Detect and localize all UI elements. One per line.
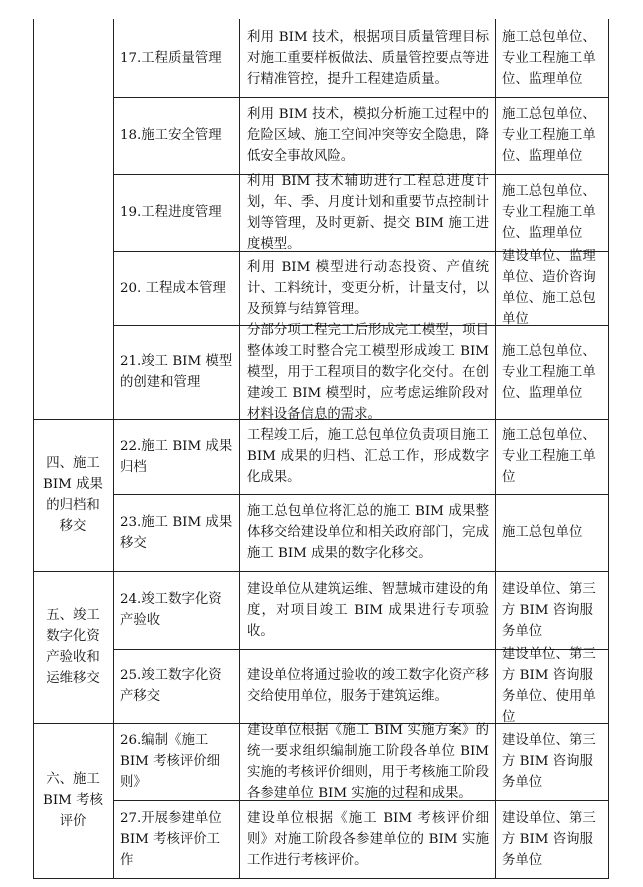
item-cell: [113, 97, 239, 174]
item-cell: [113, 419, 239, 494]
cell-text: 26.编制《施工 BIM 考核评价细则》: [120, 733, 221, 790]
cell-text: 19.工程进度管理: [120, 205, 222, 220]
cell-text: 利用 BIM 技术，模拟分析施工过程中的危险区域、施工空间冲突等安全隐患，降低安全事故风险。: [247, 107, 489, 164]
responsible-cell: [495, 649, 608, 723]
cell-text: 建设单位从建筑运维、智慧城市建设的角度，对项目竣工 BIM 成果进行专项验收。: [247, 581, 489, 639]
cell-text: 25.竣工数字化资产移交: [120, 668, 222, 704]
cell-text: 建设单位、第三方 BIM 咨询服务单位: [502, 810, 596, 868]
cell-text: 建设单位、第三方 BIM 咨询服务单位: [502, 581, 596, 639]
table-border-right: [608, 19, 609, 879]
cell-text: 利用 BIM 技术辅助进行工程总进度计划，年、季、月度计划和重要节点控制计划等管理，及时更新、提交 BIM 施工进度模型。: [247, 173, 489, 252]
cell-text: 四、施工 BIM 成果的归档和移交: [43, 456, 103, 534]
item-cell: [113, 800, 239, 878]
item-cell: [113, 571, 239, 649]
cell-text: 22.施工 BIM 成果归档: [120, 438, 233, 475]
content-cell: [239, 97, 495, 174]
responsible-cell: [495, 19, 608, 97]
cell-text: 建设单位、第三方 BIM 咨询服务单位、使用单位: [502, 647, 596, 725]
cell-text: 分部分项工程完工后形成完工模型，项目整体竣工时整合完工模型形成竣工 BIM 模型，用于工程项目的数字化交付。在创建竣工 BIM 模型时，应考虑运维阶段对材料设备信息的需求。: [247, 322, 489, 422]
item-cell: [113, 325, 239, 419]
cell-text: 18.施工安全管理: [120, 128, 222, 143]
category-cell: [33, 419, 113, 571]
item-cell: [113, 723, 239, 800]
item-cell: [113, 174, 239, 251]
category-cell: [33, 571, 113, 723]
responsible-cell: [495, 251, 608, 325]
content-cell: [239, 723, 495, 800]
cell-text: 六、施工 BIM 考核评价: [43, 772, 103, 829]
content-cell: [239, 174, 495, 251]
cell-text: 工程竣工后，施工总包单位负责项目施工 BIM 成果的归档、汇总工作，形成数字化成果。: [247, 428, 489, 485]
responsible-cell: [495, 800, 608, 878]
content-cell: [239, 251, 495, 325]
cell-text: 建设单位根据《施工 BIM 实施方案》的统一要求组织编制施工阶段各单位 BIM 实施的考核评价细则，用于考核施工阶段各参建单位 BIM 实施的过程和成果。: [247, 722, 489, 801]
cell-text: 五、竣工数字化资产验收和运维移交: [46, 608, 100, 686]
item-cell: [113, 251, 239, 325]
responsible-cell: [495, 97, 608, 174]
cell-text: 利用 BIM 技术，根据项目质量管理目标对施工重要样板做法、质量管控要点等进行精准管控，提升工程建造质量。: [247, 29, 489, 87]
cell-text: 施工总包单位、专业工程施工单位、监理单位: [502, 29, 596, 87]
cell-text: 施工总包单位将汇总的施工 BIM 成果整体移交给建设单位和相关政府部门，完成施工 BIM 成果的数字化移交。: [247, 504, 489, 561]
cell-text: 20. 工程成本管理: [120, 280, 226, 296]
cell-text: 施工总包单位、专业工程施工单位、监理单位: [502, 107, 596, 164]
content-cell: [239, 19, 495, 97]
responsible-cell: [495, 571, 608, 649]
category-cell: [33, 723, 113, 878]
content-cell: [239, 649, 495, 723]
category-cell: [33, 19, 113, 419]
responsible-cell: [495, 174, 608, 251]
cell-text: 建设单位根据《施工 BIM 考核评价细则》对施工阶段各参建单位的 BIM 实施工作进行考核评价。: [247, 810, 489, 868]
responsible-cell: [495, 419, 608, 494]
cell-text: 17.工程质量管理: [120, 50, 222, 66]
cell-text: 27.开展参建单位 BIM 考核评价工作: [120, 810, 222, 868]
responsible-cell: [495, 325, 608, 419]
content-cell: [239, 322, 495, 422]
responsible-cell: [495, 723, 608, 800]
item-cell: [113, 649, 239, 723]
table-border-bottom: [33, 878, 608, 879]
responsible-cell: [495, 494, 608, 571]
content-cell: [239, 571, 495, 649]
cell-text: 施工总包单位、专业工程施工单位: [502, 428, 596, 485]
cell-text: 利用 BIM 模型进行动态投资、产值统计、工料统计，变更分析，计量支付，以及预算与结算管理。: [247, 259, 489, 317]
cell-text: 施工总包单位、专业工程施工单位、监理单位: [502, 184, 596, 241]
cell-text: 施工总包单位、专业工程施工单位、监理单位: [502, 343, 596, 401]
content-cell: [239, 419, 495, 494]
content-cell: [239, 800, 495, 878]
cell-text: 24.竣工数字化资产验收: [120, 592, 222, 628]
cell-text: 建设单位、第三方 BIM 咨询服务单位: [502, 733, 596, 790]
cell-text: 建设单位、监理单位、造价咨询单位、施工总包单位: [502, 249, 596, 327]
content-cell: [239, 494, 495, 571]
item-cell: [113, 494, 239, 571]
item-cell: [113, 19, 239, 97]
cell-text: 23.施工 BIM 成果移交: [120, 514, 233, 551]
bim-task-table: [33, 19, 609, 879]
cell-text: 施工总包单位: [502, 525, 583, 540]
cell-text: 建设单位将通过验收的竣工数字化资产移交给使用单位，服务于建筑运维。: [247, 668, 489, 704]
cell-text: 21.竣工 BIM 模型的创建和管理: [120, 354, 233, 390]
